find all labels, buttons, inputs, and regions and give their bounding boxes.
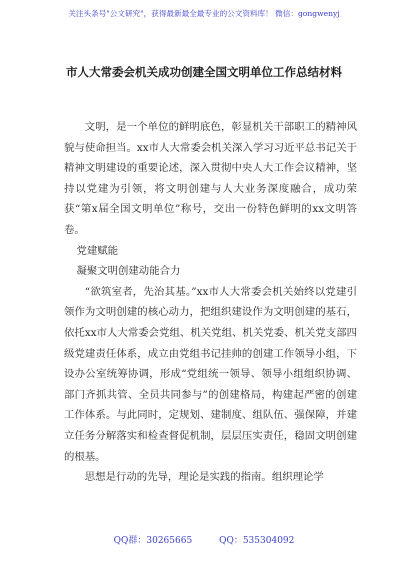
paragraph-party-building: “欲筑室者，先治其基。”xx市人大常委会机关始终以党建引领作为文明创建的核心动力，把组织建设作为文明创建的基石，依托xx市人大常委会党组、机关党组、机关党委、机关党支部四级党建责任体系，成立由党组书记挂帅的创建工作领导小组，下设办公室统筹协调，形成“党组统一领导、领导小组组织协调、部门齐抓共管、全员共同参与”的创建格局，构建起严密的创建工作体系。与此同时，定规划、建制度、组队伍、强保障，并建立任务分解落实和检查督促机制，层层压实责任，稳固文明创建的根基。 bbox=[64, 285, 357, 463]
page-title: 市人大常委会机关成功创建全国文明单位工作总结材料 bbox=[66, 65, 342, 79]
footer-contact bbox=[0, 534, 408, 548]
paragraph-thought: 思想是行动的先导，理论是实践的指南。组织理论学 bbox=[84, 471, 324, 484]
section-subheading: 凝聚文明创建动能合力 bbox=[76, 265, 181, 278]
document-body bbox=[64, 117, 357, 488]
section-heading: 党建赋能 bbox=[76, 244, 119, 257]
footer-qq-group: QQ群：30265665 bbox=[113, 536, 193, 546]
paragraph-intro: 文明，是一个单位的鲜明底色，彰显机关干部职工的精神风貌与使命担当。xx市人大常委会机关深入学习习近平总书记关于精神文明建设的重要论述，深入贯彻中央人大工作会议精神，坚持以党建为引领，将文明创建与人大业务深度融合，成功荣获“第x届全国文明单位”称号，交出一份特色鲜明的xx文明答卷。 bbox=[64, 121, 357, 236]
footer-qq-number: QQ：535304092 bbox=[219, 536, 295, 546]
header-banner: 关注头条号"公文研究"，获得最新最全最专业的公文资料库！ 微信：gongwenyj bbox=[68, 9, 340, 18]
